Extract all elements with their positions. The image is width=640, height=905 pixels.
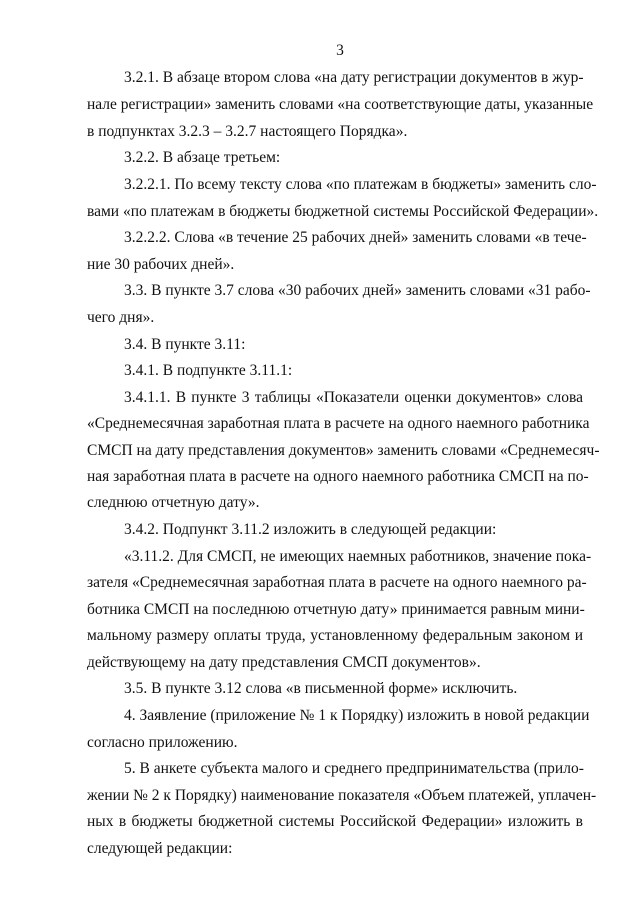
text-line: 5. В анкете субъекта малого и среднего предпринимательства (прило- (124, 760, 584, 777)
text-line: чего дня». (87, 309, 155, 326)
text-line: ных в бюджеты бюджетной системы Российской Федерации» изложить в (87, 813, 583, 830)
text-line: действующему на дату представления СМСП документов». (87, 654, 481, 671)
text-line: 4. Заявление (приложение № 1 к Порядку) изложить в новой редакции (124, 707, 590, 724)
text-line: 3.4.2. Подпункт 3.11.2 изложить в следующей редакции: (124, 521, 497, 538)
text-line: 3.2.2. В абзаце третьем: (124, 149, 281, 166)
text-line: ная заработная плата в расчете на одного наемного работника СМСП на по- (87, 468, 589, 485)
page-number: 3 (336, 42, 344, 59)
text-line: следнюю отчетную дату». (87, 494, 260, 511)
text-line: ботника СМСП на последнюю отчетную дату» принимается равным мини- (87, 601, 585, 618)
text-line: мальному размеру оплаты труда, установленному федеральным законом и (87, 627, 583, 644)
text-line: жении № 2 к Порядку) наименование показателя «Объем платежей, уплачен- (87, 787, 597, 804)
text-line: 3.5. В пункте 3.12 слова «в письменной форме» исключить. (124, 680, 518, 697)
text-line: 3.4. В пункте 3.11: (124, 336, 246, 353)
text-line: «Среднемесячная заработная плата в расчете на одного наемного работника (87, 415, 590, 432)
text-line: 3.3. В пункте 3.7 слова «30 рабочих дней» заменить словами «31 рабо- (124, 282, 591, 299)
text-line: «3.11.2. Для СМСП, не имеющих наемных работников, значение пока- (124, 548, 592, 565)
text-line: 3.2.1. В абзаце втором слова «на дату регистрации документов в жур- (124, 69, 584, 86)
text-line: следующей редакции: (87, 840, 233, 857)
text-line: 3.4.1. В подпункте 3.11.1: (124, 362, 293, 379)
text-line: СМСП на дату представления документов» заменить словами «Среднемесяч- (87, 442, 600, 459)
text-line: 3.4.1.1. В пункте 3 таблицы «Показатели оценки документов» слова (124, 389, 583, 406)
text-line: 3.2.2.1. По всему тексту слова «по платежам в бюджеты» заменить сло- (124, 176, 597, 193)
text-line: нале регистрации» заменить словами «на соответствующие даты, указанные (87, 96, 594, 113)
text-line: 3.2.2.2. Слова «в течение 25 рабочих дней» заменить словами «в тече- (124, 229, 587, 246)
text-line: согласно приложению. (87, 734, 238, 751)
text-line: в подпунктах 3.2.3 – 3.2.7 настоящего Порядка». (87, 123, 408, 140)
text-line: зателя «Среднемесячная заработная плата в расчете на одного наемного ра- (87, 574, 587, 591)
text-line: ние 30 рабочих дней». (87, 256, 235, 273)
text-line: вами «по платежам в бюджеты бюджетной системы Российской Федерации». (87, 203, 599, 220)
